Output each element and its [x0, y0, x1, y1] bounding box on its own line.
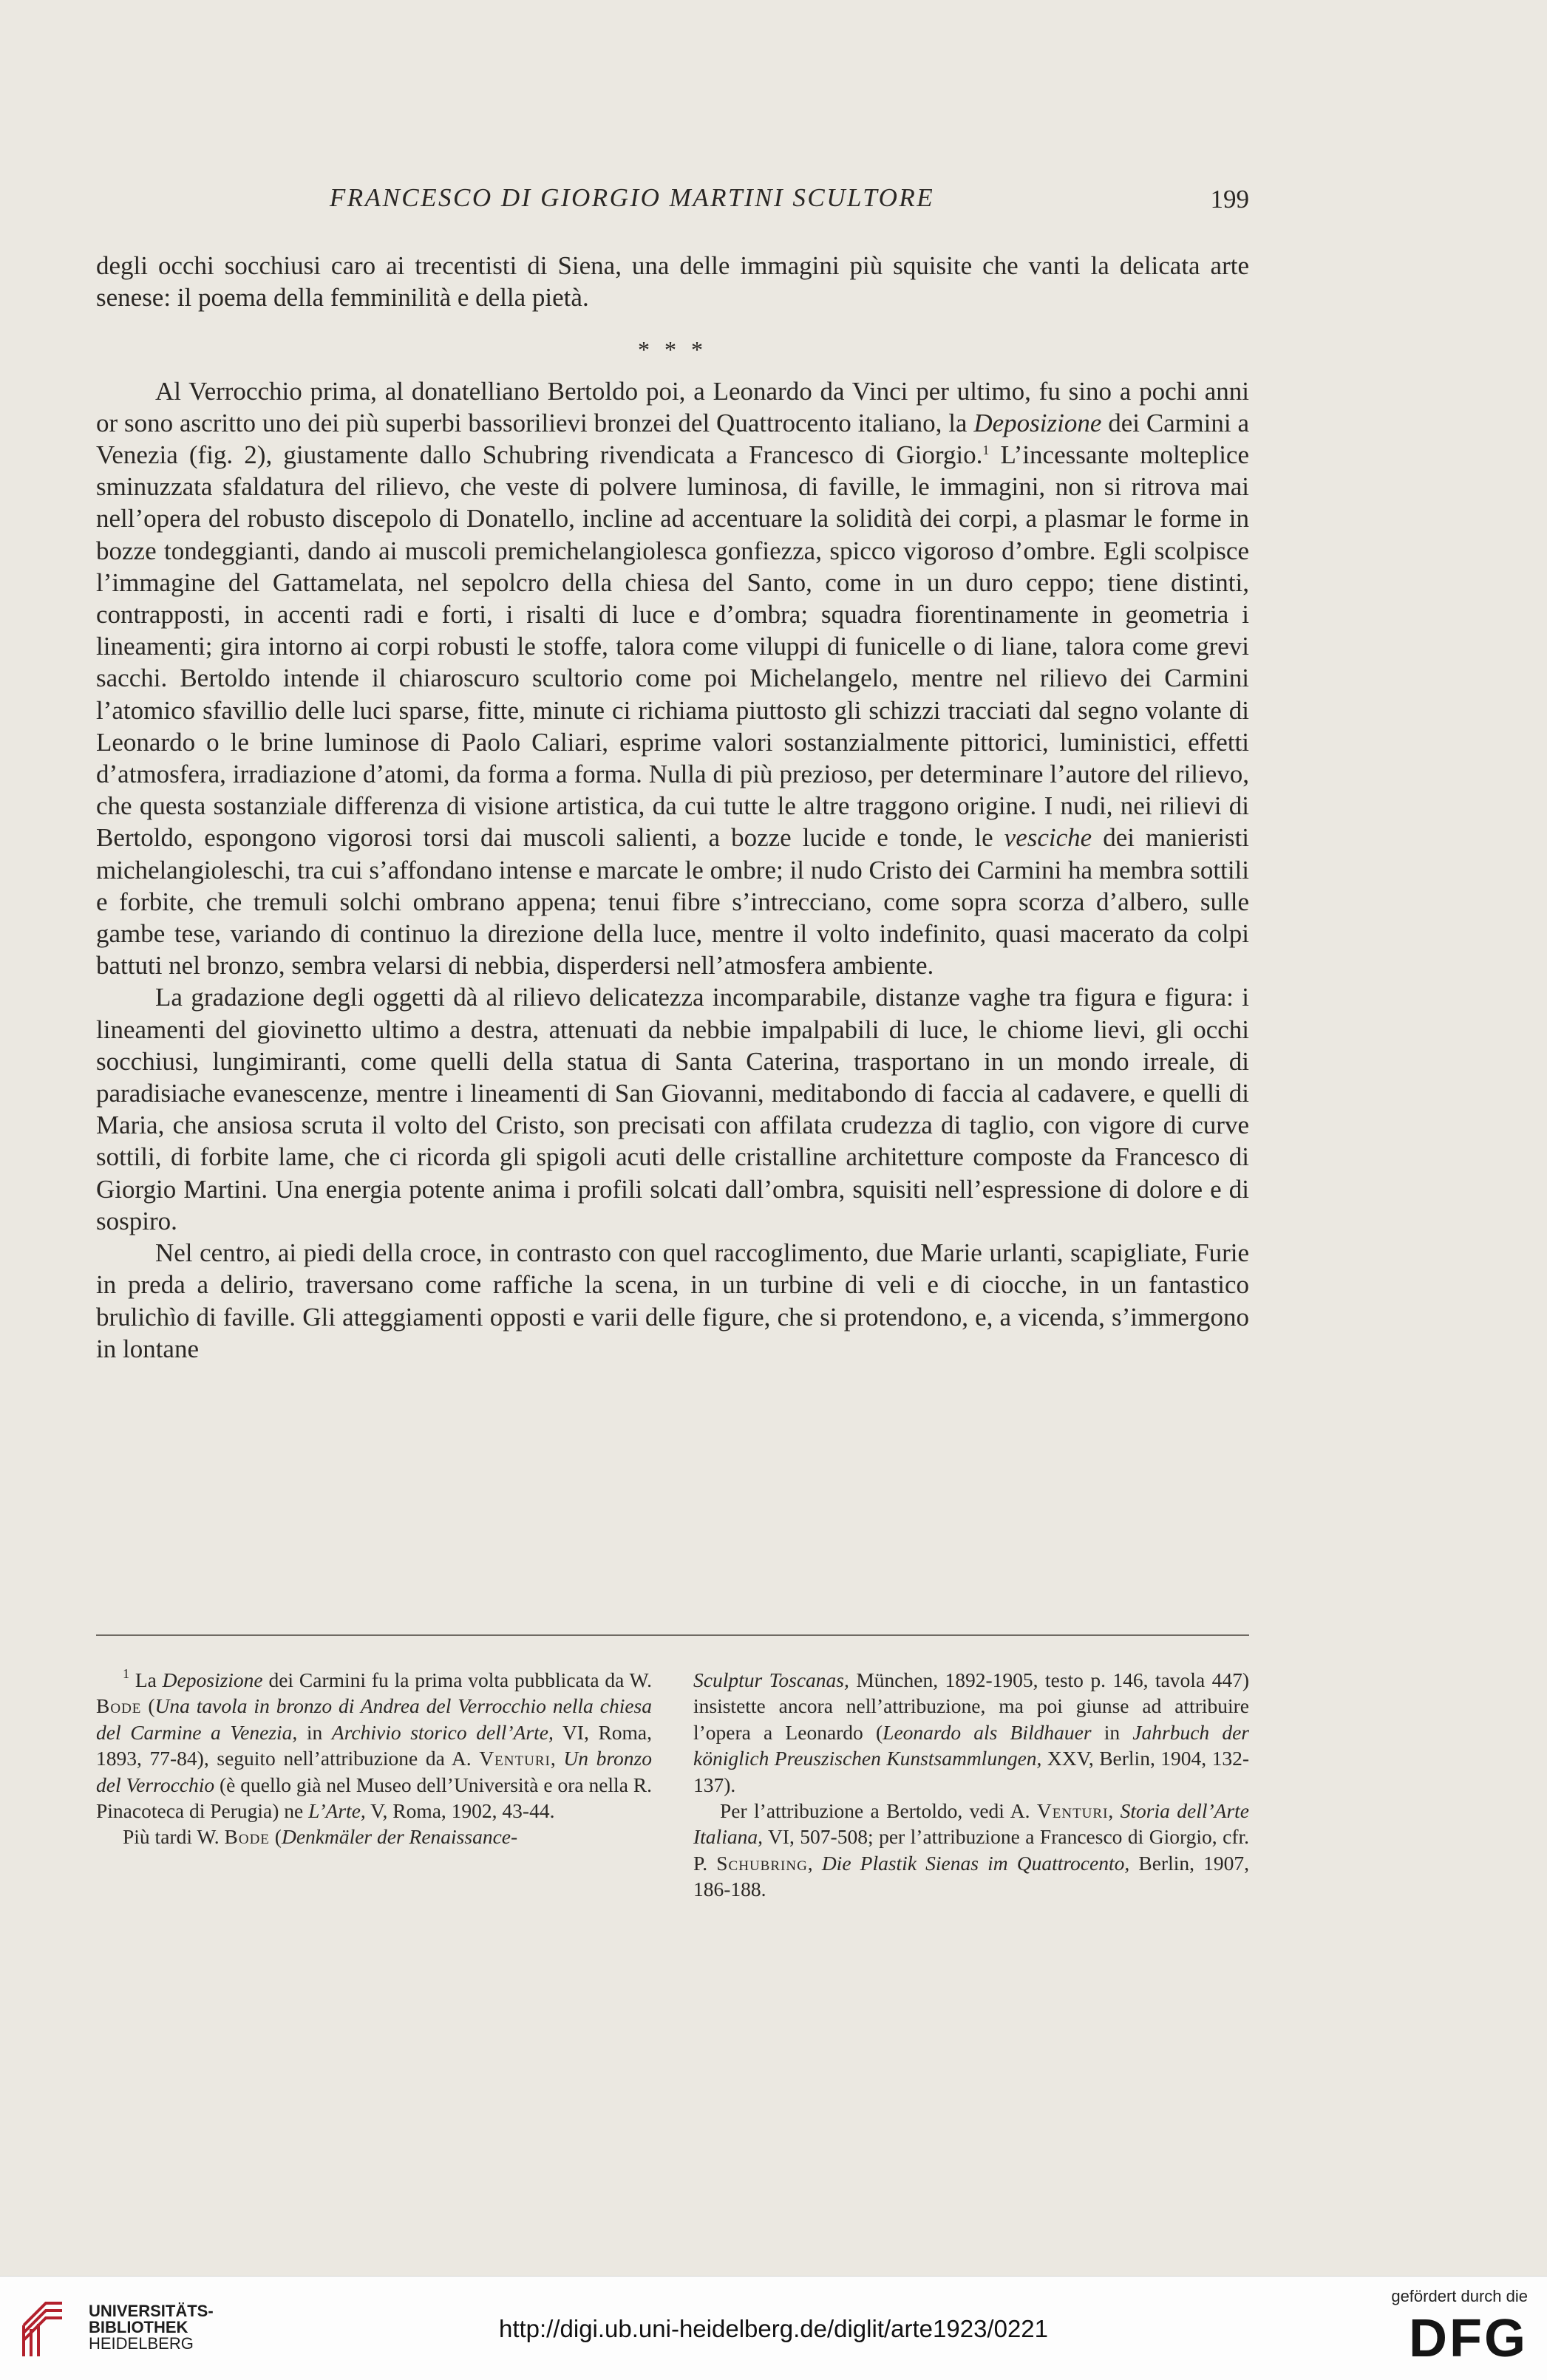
footnote-column-right [693, 1667, 1249, 1903]
author-name: Schubring [716, 1851, 808, 1875]
paragraph-deposizione: Al Verrocchio prima, al donatelliano Bertoldo poi, a Leonardo da Vinci per ultimo, fu sino a pochi anni or sono ascritto uno dei più superbi bassorilievi bronzei del Quattrocento italiano, la Deposizione dei Carmini a Venezia (fig. 2), giustamente dallo Schubring rivendicata a Francesco di Giorgio.$^1$ L’incessante molteplice sminuzzata sfaldatura del rilievo, che veste di polvere luminosa, di faville, le immagini, non si ritrova mai nell’opera del robusto discepolo di Donatello, incline ad accentuare la solidità dei corpi, a plasmar le forme in bozze tondeggianti, dando ai muscoli premichelangiolesca gonfiezza, spicco vigoroso d’ombre. Egli scolpisce l’immagine del Gattamelata, nel sepolcro della chiesa del Santo, come in un duro ceppo; tiene distinti, contrapposti, in accenti radi e forti, i risalti di luce e d’ombra; squadra fiorentinamente in geometria i lineamenti; gira intorno ai corpi robusti le stoffe, talora come viluppi di funicelle o di liane, talora come grevi sacchi. Bertoldo intende il chiaroscuro scultorio come poi Michelangelo, mentre nel rilievo dei Carmini l’atomico sfavillio delle luci sparse, fitte, minute ci richiama piuttosto gli schizzi tracciati dal segno volante di Leonardo o le brine luminose di Paolo Caliari, esprime valori sostanzialmente pittorici, luministici, effetti d’atmosfera, irradiazione d’atomi, da forma a forma. Nulla di più prezioso, per determinare l’autore del rilievo, che questa sostanziale differenza di visione artistica, da cui tutte le altre traggono origine. I nudi, nei rilievi di Bertoldo, espongono vigorosi torsi dai muscoli salienti, a bozze lucide e tonde, le vesciche dei manieristi michelangioleschi, tra cui s’affondano intense e marcate le ombre; il nudo Cristo dei Carmini ha membra sottili e forbite, che tremuli solchi ombrano appena; tenui fibre s’intrecciano, come sopra scorza d’albero, sulle gambe tese, variando di continuo la direzione della luce, mentre il volto indefinito, quasi macerato da colpi battuti nel bronzo, sembra velarsi di nebbia, disperdersi nell’atmosfera ambiente. [96, 376, 1249, 981]
author-name: Venturi [479, 1747, 551, 1770]
page-header [96, 183, 1249, 228]
footnote-1-continued: Più tardi W. Bode (Denkmäler der Renaissance- [123, 1825, 518, 1849]
page-number: 199 [1210, 185, 1249, 214]
author-name: Bode [224, 1825, 270, 1849]
footnote-ref[interactable]: 1 [982, 443, 990, 458]
footnote-rule [96, 1634, 1249, 1636]
running-title: FRANCESCO DI GIORGIO MARTINI SCULTORE [329, 183, 935, 212]
sponsor-block [1350, 2287, 1528, 2368]
digitization-footer [0, 2276, 1547, 2380]
footnote-1-continued-right: Sculptur Toscanas, München, 1892-1905, testo p. 146, tavola 447) insistette ancora nell’attribuzione, ma poi giunse ad attribuire l’opera a Leonardo (Leonardo als Bildhauer in Jahrbuch der königlich Preuszischen Kunstsammlungen, XXV, Berlin, 1904, 132-137). [693, 1668, 1249, 1796]
section-separator: * * * [638, 336, 707, 364]
footnote-1: $^1$ La Deposizione dei Carmini fu la prima volta pubblicata da W. Bode (Una tavola in bronzo di Andrea del Verrocchio nella chiesa del Carmine a Venezia, in Archivio storico dell’Arte, VI, Roma, 1893, 77-84), seguito nell’attribuzione da A. Venturi, Un bronzo del Verrocchio (è quello già nel Museo dell’Università e ora nella R. Pinacoteca di Perugia) ne L’Arte, V, Roma, 1902, 43-44. [96, 1666, 653, 1823]
italic-term: vesciche [1004, 823, 1092, 853]
author-name: Venturi [1036, 1799, 1109, 1823]
permalink-url[interactable]: http://digi.ub.uni-heidelberg.de/diglit/arte1923/0221 [498, 2315, 1049, 2342]
author-name: Bode [96, 1694, 142, 1718]
footnotes [96, 1667, 1249, 1903]
paragraph-gradazione: La gradazione degli oggetti dà al rilievo delicatezza incomparabile, distanze vaghe tra figura e figura: i lineamenti del giovinetto ultimo a destra, attenuati da nebbie impalpabili di luce, le chiome lievi, gli occhi socchiusi, lungimiranti, come quelli della statua di Santa Caterina, trasportano in un mondo irreale, di paradisiache evanescenze, mentre i lineamenti di San Giovanni, meditabondo di faccia al cadavere, e quelli di Maria, che ansiosa scruta il volto del Cristo, son precisati con affilata crudezza di taglio, con vigore di curve sottili, di forbite lame, che ci ricorda gli spigoli acuti delle cristalline architetture composte da Francesco di Giorgio Martini. Una energia potente anima i profili solcati dall’ombra, squisiti nell’espressione di dolore e di sospiro. [96, 983, 1249, 1235]
italic-title: Deposizione [973, 408, 1102, 437]
library-name: UNIVERSITÄTS- BIBLIOTHEK HEIDELBERG [89, 2302, 214, 2353]
footnote-column-left [96, 1667, 652, 1903]
footnote-bertoldo: Per l’attribuzione a Bertoldo, vedi A. Venturi, Storia dell’Arte Italiana, VI, 507-508; per l’attribuzione a Francesco di Giorgio, cfr. P. Schubring, Die Plastik Sienas im Quattrocento, Berlin, 1907, 186-188. [693, 1799, 1249, 1901]
paragraph-centro: Nel centro, ai piedi della croce, in contrasto con quel raccoglimento, due Marie urlanti, scapigliate, Furie in preda a delirio, traversano come raffiche la scena, in un turbine di veli e di ciocche, in un fantastico brulichìo di faville. Gli atteggiamenti opposti e varii delle figure, che si protendono, e, a vicenda, s’immergono in lontane [96, 1238, 1249, 1363]
main-text [96, 250, 1249, 1365]
sponsor-caption: gefördert durch die [1391, 2287, 1528, 2305]
footnote-marker: 1 [123, 1666, 129, 1681]
paragraph-continued: degli occhi socchiusi caro ai trecentisti di Siena, una delle immagini più squisite che vanti la delicata arte senese: il poema della femminilità e della pietà. [96, 251, 1249, 313]
dfg-logo: DFG [1409, 2309, 1528, 2368]
